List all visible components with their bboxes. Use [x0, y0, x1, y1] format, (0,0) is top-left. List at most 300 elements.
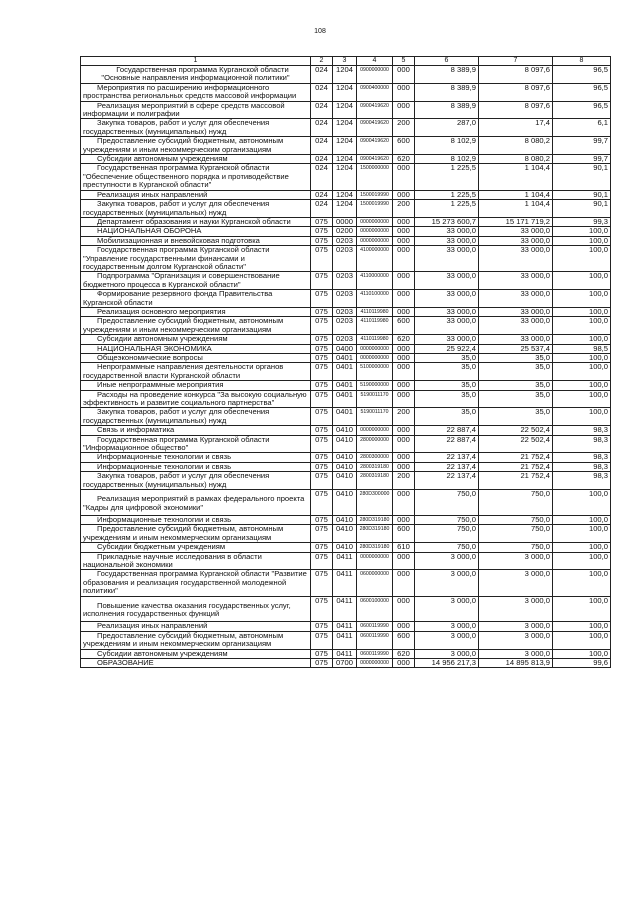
row-expense-type-cell: 000 [393, 381, 415, 390]
row-percent-cell: 90,1 [553, 200, 611, 218]
row-expense-type-cell: 000 [393, 596, 415, 622]
row-actual-cell: 3 000,0 [479, 631, 553, 649]
row-actual-cell: 33 000,0 [479, 307, 553, 316]
row-expense-type-cell: 000 [393, 344, 415, 353]
row-section-cell: 1204 [333, 101, 357, 119]
row-expense-type-cell: 600 [393, 317, 415, 335]
table-row [81, 472, 611, 490]
row-grbs-cell: 075 [311, 622, 333, 631]
row-actual-cell: 3 000,0 [479, 622, 553, 631]
row-plan-cell: 3 000,0 [415, 622, 479, 631]
row-percent-cell: 100,0 [553, 570, 611, 596]
row-target-item-cell: 4100000000 [357, 246, 393, 272]
row-expense-type-cell: 000 [393, 66, 415, 84]
row-percent-cell: 100,0 [553, 631, 611, 649]
row-section-cell: 0200 [333, 227, 357, 236]
row-percent-cell: 98,3 [553, 435, 611, 453]
row-name-cell: Непрограммные направления деятельности органов государственной власти Курганской области [81, 363, 311, 381]
row-section-cell: 0411 [333, 631, 357, 649]
row-expense-type-cell: 610 [393, 543, 415, 552]
row-plan-cell: 750,0 [415, 543, 479, 552]
row-percent-cell: 98,3 [553, 462, 611, 471]
table-row [81, 200, 611, 218]
row-plan-cell: 3 000,0 [415, 631, 479, 649]
row-percent-cell: 90,1 [553, 190, 611, 199]
row-plan-cell: 750,0 [415, 525, 479, 543]
row-percent-cell: 100,0 [553, 290, 611, 308]
row-grbs-cell: 075 [311, 596, 333, 622]
row-actual-cell: 8 097,6 [479, 83, 553, 101]
row-expense-type-cell: 000 [393, 363, 415, 381]
row-target-item-cell: 0900419620 [357, 119, 393, 137]
table-row [81, 363, 611, 381]
col-header-1: 1 [81, 57, 311, 66]
row-percent-cell: 100,0 [553, 622, 611, 631]
row-plan-cell: 22 887,4 [415, 426, 479, 435]
row-name-cell: Закупка товаров, работ и услуг для обеспечения государственных (муниципальных) нужд [81, 472, 311, 490]
row-plan-cell: 750,0 [415, 515, 479, 524]
row-actual-cell: 3 000,0 [479, 570, 553, 596]
row-name-cell: Реализация мероприятий в сфере средств массовой информации и полиграфии [81, 101, 311, 119]
row-plan-cell: 15 273 600,7 [415, 217, 479, 226]
row-grbs-cell: 075 [311, 649, 333, 658]
row-actual-cell: 35,0 [479, 381, 553, 390]
row-percent-cell: 100,0 [553, 390, 611, 408]
row-expense-type-cell: 000 [393, 659, 415, 668]
row-target-item-cell: 0900400000 [357, 83, 393, 101]
row-plan-cell: 14 956 217,3 [415, 659, 479, 668]
row-name-cell: Субсидии бюджетным учреждениям [81, 543, 311, 552]
row-grbs-cell: 024 [311, 83, 333, 101]
row-plan-cell: 33 000,0 [415, 227, 479, 236]
row-percent-cell: 100,0 [553, 236, 611, 245]
row-target-item-cell: 5190011170 [357, 390, 393, 408]
row-section-cell: 1204 [333, 164, 357, 190]
row-expense-type-cell: 000 [393, 515, 415, 524]
row-target-item-cell: 0000000000 [357, 552, 393, 570]
row-section-cell: 0410 [333, 435, 357, 453]
row-expense-type-cell: 000 [393, 354, 415, 363]
table-row [81, 137, 611, 155]
col-header-3: 3 [333, 57, 357, 66]
table-row [81, 622, 611, 631]
table-row [81, 659, 611, 668]
row-grbs-cell: 075 [311, 390, 333, 408]
row-percent-cell: 90,1 [553, 164, 611, 190]
row-grbs-cell: 075 [311, 317, 333, 335]
row-name-cell: Мобилизационная и вневойсковая подготовка [81, 236, 311, 245]
row-section-cell: 0401 [333, 408, 357, 426]
col-header-4: 4 [357, 57, 393, 66]
row-section-cell: 0411 [333, 596, 357, 622]
row-percent-cell: 100,0 [553, 307, 611, 316]
row-target-item-cell: 0900000000 [357, 66, 393, 84]
row-plan-cell: 3 000,0 [415, 570, 479, 596]
row-target-item-cell: 1500019990 [357, 190, 393, 199]
row-expense-type-cell: 000 [393, 307, 415, 316]
row-plan-cell: 8 102,9 [415, 137, 479, 155]
row-target-item-cell: 1500019990 [357, 200, 393, 218]
row-percent-cell: 99,6 [553, 659, 611, 668]
row-expense-type-cell: 000 [393, 552, 415, 570]
row-grbs-cell: 075 [311, 435, 333, 453]
row-target-item-cell: 0000000000 [357, 344, 393, 353]
row-plan-cell: 35,0 [415, 390, 479, 408]
row-percent-cell: 100,0 [553, 317, 611, 335]
row-plan-cell: 3 000,0 [415, 649, 479, 658]
row-percent-cell: 100,0 [553, 649, 611, 658]
row-plan-cell: 33 000,0 [415, 335, 479, 344]
row-actual-cell: 35,0 [479, 390, 553, 408]
row-percent-cell: 98,3 [553, 472, 611, 490]
row-actual-cell: 35,0 [479, 363, 553, 381]
row-expense-type-cell: 000 [393, 570, 415, 596]
row-section-cell: 0410 [333, 426, 357, 435]
row-grbs-cell: 075 [311, 515, 333, 524]
row-expense-type-cell: 200 [393, 472, 415, 490]
row-name-cell: Реализация иных направлений [81, 190, 311, 199]
row-section-cell: 0410 [333, 490, 357, 516]
row-percent-cell: 100,0 [553, 408, 611, 426]
row-target-item-cell: 0000000000 [357, 227, 393, 236]
row-actual-cell: 14 895 813,9 [479, 659, 553, 668]
row-name-cell: Информационные технологии и связь [81, 453, 311, 462]
row-actual-cell: 35,0 [479, 408, 553, 426]
row-grbs-cell: 024 [311, 190, 333, 199]
row-expense-type-cell: 620 [393, 649, 415, 658]
row-name-cell: Предоставление субсидий бюджетным, автономным учреждениям и иным некоммерческим организациям [81, 317, 311, 335]
row-grbs-cell: 075 [311, 490, 333, 516]
col-header-7: 7 [479, 57, 553, 66]
row-name-cell: Информационные технологии и связь [81, 515, 311, 524]
row-section-cell: 0411 [333, 649, 357, 658]
row-target-item-cell: 0000000000 [357, 217, 393, 226]
row-percent-cell: 100,0 [553, 596, 611, 622]
row-grbs-cell: 075 [311, 408, 333, 426]
row-percent-cell: 96,5 [553, 101, 611, 119]
row-name-cell: Расходы на проведение конкурса "За высокую социальную эффективность и развитие социального партнерства" [81, 390, 311, 408]
row-actual-cell: 8 080,2 [479, 137, 553, 155]
row-grbs-cell: 075 [311, 462, 333, 471]
row-actual-cell: 1 104,4 [479, 200, 553, 218]
table-row [81, 435, 611, 453]
table-row [81, 335, 611, 344]
row-expense-type-cell: 000 [393, 453, 415, 462]
row-percent-cell: 100,0 [553, 515, 611, 524]
row-percent-cell: 100,0 [553, 381, 611, 390]
row-target-item-cell: 0000000000 [357, 354, 393, 363]
row-grbs-cell: 075 [311, 344, 333, 353]
row-target-item-cell: 0600000000 [357, 570, 393, 596]
row-name-cell: Иные непрограммные мероприятия [81, 381, 311, 390]
row-grbs-cell: 024 [311, 66, 333, 84]
row-name-cell: Департамент образования и науки Курганской области [81, 217, 311, 226]
row-target-item-cell: 4110000000 [357, 272, 393, 290]
row-plan-cell: 22 137,4 [415, 462, 479, 471]
row-target-item-cell: 280D319180 [357, 525, 393, 543]
row-grbs-cell: 075 [311, 227, 333, 236]
row-actual-cell: 3 000,0 [479, 552, 553, 570]
row-expense-type-cell: 000 [393, 101, 415, 119]
table-row [81, 390, 611, 408]
row-actual-cell: 750,0 [479, 543, 553, 552]
row-target-item-cell: 280D319180 [357, 515, 393, 524]
row-section-cell: 0400 [333, 344, 357, 353]
col-header-6: 6 [415, 57, 479, 66]
row-grbs-cell: 075 [311, 631, 333, 649]
row-target-item-cell: 0900419620 [357, 101, 393, 119]
table-row [81, 317, 611, 335]
row-grbs-cell: 075 [311, 543, 333, 552]
row-name-cell: Общеэкономические вопросы [81, 354, 311, 363]
row-actual-cell: 750,0 [479, 515, 553, 524]
row-name-cell: НАЦИОНАЛЬНАЯ ЭКОНОМИКА [81, 344, 311, 353]
row-target-item-cell: 4110119980 [357, 335, 393, 344]
budget-table [80, 56, 611, 668]
row-name-cell: Государственная программа Курганской области "Основные направления информационной политики" [81, 66, 311, 84]
row-grbs-cell: 075 [311, 335, 333, 344]
row-target-item-cell: 4110119980 [357, 317, 393, 335]
row-name-cell: Государственная программа Курганской области "Информационное общество" [81, 435, 311, 453]
table-row [81, 381, 611, 390]
row-plan-cell: 33 000,0 [415, 290, 479, 308]
row-plan-cell: 35,0 [415, 408, 479, 426]
row-plan-cell: 33 000,0 [415, 307, 479, 316]
row-actual-cell: 17,4 [479, 119, 553, 137]
row-section-cell: 0410 [333, 472, 357, 490]
row-actual-cell: 21 752,4 [479, 453, 553, 462]
table-row [81, 66, 611, 84]
row-percent-cell: 100,0 [553, 335, 611, 344]
row-expense-type-cell: 000 [393, 272, 415, 290]
row-plan-cell: 8 389,9 [415, 101, 479, 119]
row-section-cell: 0203 [333, 317, 357, 335]
row-target-item-cell: 280D300000 [357, 490, 393, 516]
row-target-item-cell: 1500000000 [357, 164, 393, 190]
row-section-cell: 1204 [333, 200, 357, 218]
row-grbs-cell: 024 [311, 200, 333, 218]
row-name-cell: Мероприятия по расширению информационного пространства региональных средств массовой информации [81, 83, 311, 101]
row-target-item-cell: 5100000000 [357, 363, 393, 381]
row-plan-cell: 33 000,0 [415, 236, 479, 245]
row-grbs-cell: 075 [311, 363, 333, 381]
table-row [81, 570, 611, 596]
row-expense-type-cell: 000 [393, 490, 415, 516]
row-name-cell: НАЦИОНАЛЬНАЯ ОБОРОНА [81, 227, 311, 236]
table-row [81, 246, 611, 272]
row-section-cell: 0401 [333, 381, 357, 390]
row-plan-cell: 22 887,4 [415, 435, 479, 453]
row-name-cell: Предоставление субсидий бюджетным, автономным учреждениям и иным некоммерческим организациям [81, 137, 311, 155]
row-expense-type-cell: 000 [393, 622, 415, 631]
row-plan-cell: 35,0 [415, 354, 479, 363]
table-row [81, 164, 611, 190]
row-name-cell: Закупка товаров, работ и услуг для обеспечения государственных (муниципальных) нужд [81, 119, 311, 137]
page-number: 108 [314, 28, 326, 35]
row-actual-cell: 22 502,4 [479, 435, 553, 453]
row-percent-cell: 100,0 [553, 363, 611, 381]
row-target-item-cell: 2800000000 [357, 435, 393, 453]
row-section-cell: 0411 [333, 570, 357, 596]
row-actual-cell: 1 104,4 [479, 164, 553, 190]
row-target-item-cell: 0600119990 [357, 622, 393, 631]
row-name-cell: Субсидии автономным учреждениям [81, 155, 311, 164]
row-grbs-cell: 075 [311, 217, 333, 226]
row-section-cell: 0203 [333, 236, 357, 245]
row-plan-cell: 1 225,5 [415, 190, 479, 199]
row-grbs-cell: 075 [311, 472, 333, 490]
row-actual-cell: 21 752,4 [479, 462, 553, 471]
row-expense-type-cell: 620 [393, 155, 415, 164]
row-section-cell: 1204 [333, 155, 357, 164]
table-row [81, 408, 611, 426]
row-section-cell: 0410 [333, 515, 357, 524]
row-target-item-cell: 0900419620 [357, 155, 393, 164]
row-expense-type-cell: 000 [393, 435, 415, 453]
row-target-item-cell: 4110100000 [357, 290, 393, 308]
row-grbs-cell: 075 [311, 236, 333, 245]
row-name-cell: Подпрограмма "Организация и совершенствование бюджетного процесса в Курганской области" [81, 272, 311, 290]
row-section-cell: 0700 [333, 659, 357, 668]
row-expense-type-cell: 000 [393, 164, 415, 190]
table-row [81, 227, 611, 236]
row-plan-cell: 25 922,4 [415, 344, 479, 353]
row-section-cell: 0401 [333, 390, 357, 408]
row-section-cell: 1204 [333, 83, 357, 101]
row-actual-cell: 8 097,6 [479, 101, 553, 119]
row-section-cell: 0410 [333, 525, 357, 543]
row-actual-cell: 33 000,0 [479, 335, 553, 344]
row-section-cell: 0411 [333, 552, 357, 570]
row-grbs-cell: 075 [311, 426, 333, 435]
row-actual-cell: 15 171 719,2 [479, 217, 553, 226]
row-plan-cell: 35,0 [415, 363, 479, 381]
row-percent-cell: 100,0 [553, 272, 611, 290]
row-actual-cell: 3 000,0 [479, 596, 553, 622]
row-percent-cell: 99,7 [553, 137, 611, 155]
row-name-cell: Реализация мероприятий в рамках федерального проекта "Кадры для цифровой экономики" [81, 490, 311, 516]
row-target-item-cell: 5190000000 [357, 381, 393, 390]
row-section-cell: 0410 [333, 453, 357, 462]
row-expense-type-cell: 200 [393, 119, 415, 137]
row-grbs-cell: 024 [311, 137, 333, 155]
row-grbs-cell: 075 [311, 307, 333, 316]
table-row [81, 631, 611, 649]
row-name-cell: Субсидии автономным учреждениям [81, 649, 311, 658]
row-grbs-cell: 075 [311, 525, 333, 543]
row-section-cell: 0410 [333, 462, 357, 471]
row-section-cell: 1204 [333, 66, 357, 84]
table-row [81, 453, 611, 462]
row-expense-type-cell: 000 [393, 426, 415, 435]
row-name-cell: Предоставление субсидий бюджетным, автономным учреждениям и иным некоммерческим организациям [81, 525, 311, 543]
row-percent-cell: 96,5 [553, 66, 611, 84]
row-expense-type-cell: 200 [393, 408, 415, 426]
row-plan-cell: 8 389,9 [415, 83, 479, 101]
row-name-cell: Повышение качества оказания государственных услуг, исполнения государственных функций [81, 596, 311, 622]
row-section-cell: 1204 [333, 190, 357, 199]
row-name-cell: Государственная программа Курганской области "Управление государственными финансами и государственным долгом Курганской области" [81, 246, 311, 272]
row-section-cell: 1204 [333, 137, 357, 155]
row-actual-cell: 33 000,0 [479, 290, 553, 308]
row-name-cell: ОБРАЗОВАНИЕ [81, 659, 311, 668]
row-grbs-cell: 024 [311, 155, 333, 164]
row-plan-cell: 1 225,5 [415, 200, 479, 218]
row-section-cell: 0000 [333, 217, 357, 226]
row-section-cell: 0410 [333, 543, 357, 552]
row-plan-cell: 8 102,9 [415, 155, 479, 164]
row-grbs-cell: 075 [311, 354, 333, 363]
col-header-5: 5 [393, 57, 415, 66]
row-grbs-cell: 075 [311, 570, 333, 596]
row-expense-type-cell: 600 [393, 631, 415, 649]
row-grbs-cell: 075 [311, 552, 333, 570]
row-target-item-cell: 2800319180 [357, 462, 393, 471]
row-actual-cell: 8 097,6 [479, 66, 553, 84]
row-grbs-cell: 075 [311, 246, 333, 272]
table-row [81, 490, 611, 516]
row-percent-cell: 98,3 [553, 453, 611, 462]
row-actual-cell: 33 000,0 [479, 246, 553, 272]
row-section-cell: 0203 [333, 335, 357, 344]
row-name-cell: Реализация основного мероприятия [81, 307, 311, 316]
row-target-item-cell: 2800300000 [357, 453, 393, 462]
row-percent-cell: 100,0 [553, 525, 611, 543]
table-row [81, 426, 611, 435]
row-grbs-cell: 024 [311, 164, 333, 190]
row-actual-cell: 8 080,2 [479, 155, 553, 164]
row-grbs-cell: 075 [311, 272, 333, 290]
row-section-cell: 1204 [333, 119, 357, 137]
row-expense-type-cell: 000 [393, 236, 415, 245]
table-row [81, 543, 611, 552]
row-plan-cell: 3 000,0 [415, 596, 479, 622]
table-row [81, 596, 611, 622]
row-expense-type-cell: 000 [393, 462, 415, 471]
row-actual-cell: 750,0 [479, 525, 553, 543]
row-section-cell: 0203 [333, 246, 357, 272]
row-name-cell: Формирование резервного фонда Правительства Курганской области [81, 290, 311, 308]
row-section-cell: 0401 [333, 363, 357, 381]
col-header-8: 8 [553, 57, 611, 66]
row-name-cell: Закупка товаров, работ и услуг для обеспечения государственных (муниципальных) нужд [81, 200, 311, 218]
row-target-item-cell: 2800319180 [357, 472, 393, 490]
row-name-cell: Реализация иных направлений [81, 622, 311, 631]
table-row [81, 83, 611, 101]
row-name-cell: Информационные технологии и связь [81, 462, 311, 471]
row-section-cell: 0203 [333, 272, 357, 290]
row-grbs-cell: 075 [311, 453, 333, 462]
row-plan-cell: 22 137,4 [415, 453, 479, 462]
row-percent-cell: 100,0 [553, 246, 611, 272]
row-target-item-cell: 280D319180 [357, 543, 393, 552]
row-section-cell: 0401 [333, 354, 357, 363]
row-target-item-cell: 4110119980 [357, 307, 393, 316]
row-expense-type-cell: 000 [393, 246, 415, 272]
row-actual-cell: 21 752,4 [479, 472, 553, 490]
row-expense-type-cell: 000 [393, 290, 415, 308]
row-grbs-cell: 024 [311, 119, 333, 137]
row-section-cell: 0203 [333, 307, 357, 316]
row-actual-cell: 750,0 [479, 490, 553, 516]
row-expense-type-cell: 600 [393, 525, 415, 543]
col-header-2: 2 [311, 57, 333, 66]
table-row [81, 119, 611, 137]
row-expense-type-cell: 000 [393, 190, 415, 199]
row-percent-cell: 98,5 [553, 344, 611, 353]
row-actual-cell: 22 502,4 [479, 426, 553, 435]
row-actual-cell: 33 000,0 [479, 227, 553, 236]
